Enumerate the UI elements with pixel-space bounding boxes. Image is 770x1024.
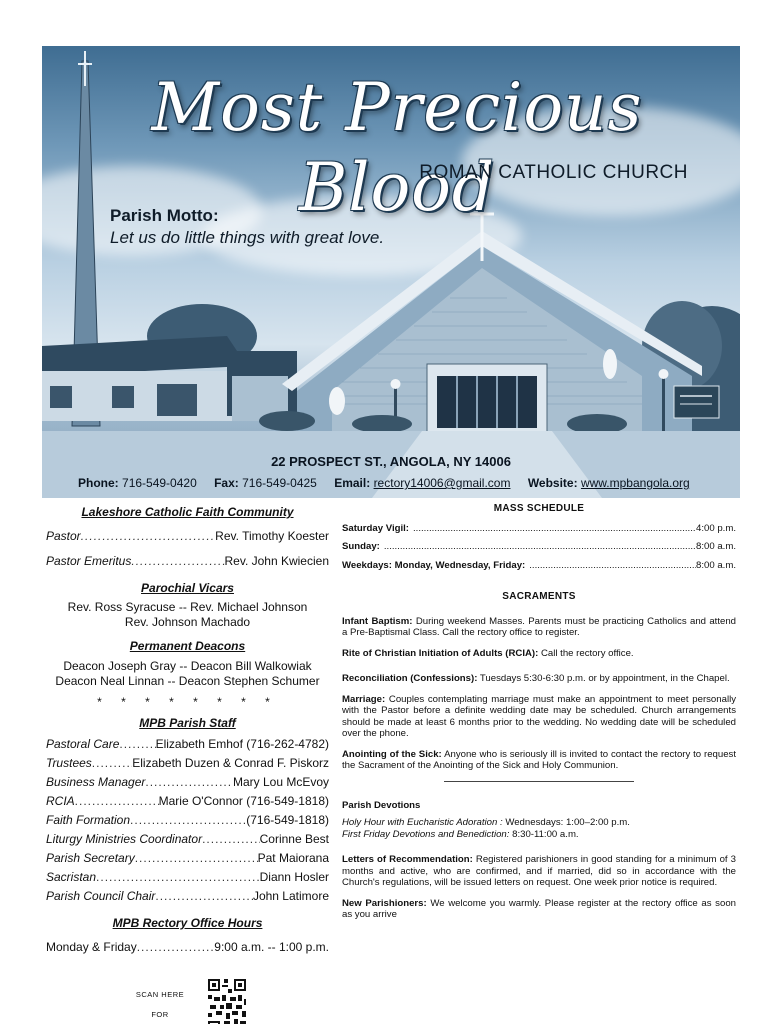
fax-label: Fax: (214, 476, 239, 490)
devotion-row-1 (342, 817, 736, 829)
rcia-paragraph (342, 648, 736, 660)
reconciliation-text: Tuesdays 5:30-6:30 p.m. or by appointment, in the Chapel. (479, 673, 730, 684)
emeritus-name: Rev. John Kwiecien (224, 554, 329, 568)
phone-label: Phone: (78, 476, 119, 490)
devotion-1-text: Wednesdays: 1:00–2:00 p.m. (505, 817, 630, 828)
staff-name: Diann Hosler (259, 870, 329, 884)
staff-name: Marie O'Connor (716-549-1818) (158, 794, 329, 808)
new-parishioners-paragraph (342, 898, 736, 921)
staff-row (46, 735, 329, 754)
staff-row (46, 792, 329, 811)
devotion-1-label: Holy Hour with Eucharistic Adoration : (342, 817, 503, 828)
phone-number: 716-549-0420 (122, 476, 197, 490)
pastor-row (46, 527, 329, 546)
mass-label: Sunday: (342, 541, 380, 552)
mass-time: 4:00 p.m. (696, 522, 736, 534)
staff-role: Sacristan (46, 870, 97, 884)
mass-label: Weekdays: Monday, Wednesday, Friday: (342, 559, 526, 571)
community-title: Lakeshore Catholic Faith Community (81, 505, 294, 519)
qr-section (46, 969, 329, 1024)
deacons-line-2: Deacon Neal Linnan -- Deacon Stephen Schumer (55, 674, 320, 688)
vicars-line-2: Rev. Johnson Machado (124, 615, 251, 629)
reconciliation-paragraph (342, 673, 736, 685)
deacons-line-1: Deacon Joseph Gray -- Deacon Bill Walkowiak (63, 659, 312, 673)
staff-row (46, 811, 329, 830)
fax-number: 716-549-0425 (242, 476, 317, 490)
office-hours-title: MPB Rectory Office Hours (112, 916, 263, 930)
header-banner (42, 46, 740, 498)
mass-row (342, 541, 736, 553)
website-link[interactable]: www.mpbangola.org (580, 476, 690, 490)
mass-schedule-title: MASS SCHEDULE (493, 503, 585, 514)
staff-row (46, 887, 329, 906)
rcia-label: Rite of Christian Initiation of Adults (RCIA): (342, 647, 539, 659)
mass-time: 8:00 a.m. (696, 559, 736, 571)
email-label: Email: (334, 476, 371, 490)
church-name-title: Most Precious Blood (151, 69, 643, 226)
mass-row (342, 560, 736, 572)
staff-role: Trustees (46, 756, 92, 770)
emeritus-row (46, 552, 329, 571)
devotion-2-text: 8:30-11:00 a.m. (512, 828, 579, 840)
staff-row (46, 754, 329, 773)
marriage-paragraph (342, 694, 736, 740)
sacraments-title: SACRAMENTS (502, 591, 576, 602)
section-divider (444, 781, 634, 782)
devotion-2-label: First Friday Devotions and Benediction: (342, 828, 510, 840)
contact-line (78, 476, 690, 490)
staff-column (46, 503, 329, 1024)
email-link[interactable]: rectory14006@gmail.com (373, 476, 511, 490)
staff-title: MPB Parish Staff (139, 716, 236, 730)
office-days: Monday & Friday (46, 940, 137, 954)
marriage-text: Couples contemplating marriage must make an appointment to meet personally with the Pastor before a definite wedding date may be scheduled. Church arrangements should be made at least 6 months prior to the wedding. No wedding date will be scheduled over the phone. (342, 693, 736, 739)
letters-text: Registered parishioners in good standing for a minimum of 3 months and active, who are confirmed, and if married, did so in accordance with the Church's regulations, will be issued letters on request. One week prior notice is required. (342, 854, 736, 888)
anointing-label: Anointing of the Sick: (342, 748, 442, 760)
qr-code[interactable] (206, 977, 248, 1024)
staff-list (46, 735, 329, 906)
staff-name: Mary Lou McEvoy (232, 775, 329, 789)
new-parishioners-label: New Parishioners: (342, 897, 427, 909)
scan-line-1: SCAN HERE (135, 990, 185, 999)
rcia-text: Call the rectory office. (540, 647, 634, 659)
staff-role: Faith Formation (46, 813, 131, 827)
staff-name: Elizabeth Duzen & Conrad F. Piskorz (132, 756, 329, 770)
church-subtitle: ROMAN CATHOLIC CHURCH (419, 162, 688, 183)
scan-caption (100, 985, 220, 1024)
office-hours-row (46, 938, 329, 957)
church-address: 22 PROSPECT ST., ANGOLA, NY 14006 (271, 454, 511, 469)
letters-paragraph (342, 854, 736, 889)
scan-line-2: FOR (151, 1010, 169, 1019)
staff-name: (716-549-1818) (246, 813, 329, 827)
staff-name: Elizabeth Emhof (716-262-4782) (155, 737, 329, 751)
reconciliation-label: Reconciliation (Confessions): (342, 673, 478, 684)
staff-role: Pastoral Care (46, 737, 120, 751)
motto-heading: Parish Motto: (110, 206, 219, 225)
staff-role: RCIA (46, 794, 75, 808)
website-label: Website: (527, 476, 578, 490)
vicars-title: Parochial Vicars (141, 581, 234, 595)
new-parishioners-text: We welcome you warmly. Please register at the rectory office as soon as you arrive (342, 897, 736, 920)
staff-row (46, 830, 329, 849)
staff-name: Corinne Best (259, 832, 329, 846)
pastor-name: Rev. Timothy Koester (215, 529, 329, 543)
staff-role: Business Manager (46, 775, 146, 789)
mass-list (342, 523, 736, 572)
anointing-paragraph (342, 749, 736, 772)
devotion-row-2 (342, 829, 736, 841)
deacons-title: Permanent Deacons (129, 639, 246, 653)
marriage-label: Marriage: (342, 693, 386, 705)
staff-role: Parish Council Chair (46, 889, 156, 903)
baptism-label: Infant Baptism: (342, 615, 413, 627)
emeritus-role: Pastor Emeritus (46, 554, 132, 568)
motto-text: Let us do little things with great love. (110, 228, 385, 247)
stars-divider: * * * * * * * * (97, 695, 278, 709)
schedule-column (342, 503, 736, 930)
mass-label: Saturday Vigil: (342, 522, 409, 534)
staff-name: John Latimore (252, 889, 329, 903)
vicars-line-1: Rev. Ross Syracuse -- Rev. Michael Johnson (67, 600, 308, 614)
mass-time: 8:00 a.m. (696, 541, 736, 552)
staff-row (46, 849, 329, 868)
office-hours: 9:00 a.m. -- 1:00 p.m. (214, 940, 329, 954)
staff-row (46, 868, 329, 887)
pastor-role: Pastor (46, 529, 81, 543)
mass-row (342, 523, 736, 535)
letters-label: Letters of Recommendation: (342, 854, 473, 865)
staff-role: Liturgy Ministries Coordinator (46, 832, 203, 846)
anointing-text: Anyone who is seriously ill is invited to contact the rectory to request the Sacrament of the Anointing of the Sick and Holy Communion. (342, 748, 736, 771)
staff-role: Parish Secretary (46, 851, 135, 865)
baptism-text: During weekend Masses. Parents must be practicing Catholics and attend a Pre-Baptismal Class. Call the rectory office to register. (342, 615, 736, 638)
staff-row (46, 773, 329, 792)
devotions-title: Parish Devotions (342, 799, 421, 811)
staff-name: Pat Maiorana (257, 851, 329, 865)
baptism-paragraph (342, 616, 736, 639)
